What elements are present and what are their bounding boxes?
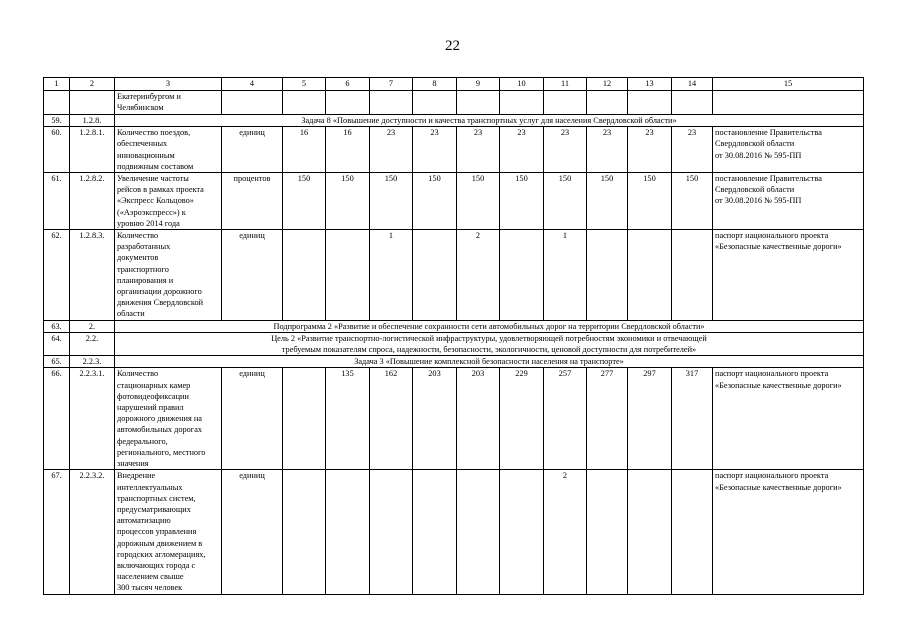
table-row [44,356,864,368]
section-title: Цель 2 «Развитие транспортно-логистической инфраструктуры, удовлетворяющей потребностям экономики и отвечающей требуемым показателям спроса, надежности, безопасности, экологичности, ценовой доступности для потребителей» [115,332,864,355]
table-row [44,320,864,332]
header-cell-6: 6 [326,78,370,91]
value-cell: 277 [587,368,628,470]
unit-cell: единиц [222,368,283,470]
header-cell-3: 3 [115,78,222,91]
row-number: 67. [44,470,70,594]
value-cell [628,470,672,594]
row-code: 2.2.3. [70,356,115,368]
header-cell-2: 2 [70,78,115,91]
value-cell: 23 [500,127,544,173]
value-cell: 203 [457,368,500,470]
value-cell [587,230,628,321]
row-code: 2. [70,320,115,332]
table-row [44,127,864,173]
empty-cell [544,91,587,115]
value-cell: 1 [544,230,587,321]
value-cell: 23 [457,127,500,173]
value-cell: 16 [326,127,370,173]
row-code: 1.2.8. [70,115,115,127]
value-cell [413,470,457,594]
row-number: 62. [44,230,70,321]
value-cell [326,470,370,594]
value-cell [628,230,672,321]
unit-cell: процентов [222,173,283,230]
header-cell-15: 15 [713,78,864,91]
value-cell: 150 [544,173,587,230]
value-cell: 16 [283,127,326,173]
value-cell: 1 [370,230,413,321]
row-code: 2.2. [70,332,115,355]
value-cell: 23 [544,127,587,173]
row-number: 64. [44,332,70,355]
row-number: 59. [44,115,70,127]
value-cell: 162 [370,368,413,470]
row-number-cell [44,91,70,115]
unit-cell: единиц [222,127,283,173]
value-cell: 150 [283,173,326,230]
table-row [44,332,864,355]
value-cell: 150 [672,173,713,230]
value-cell: 203 [413,368,457,470]
value-cell [370,470,413,594]
row-code-cell [70,91,115,115]
value-cell: 2 [544,470,587,594]
empty-cell [370,91,413,115]
value-cell [457,470,500,594]
value-cell [500,230,544,321]
header-cell-8: 8 [413,78,457,91]
header-cell-10: 10 [500,78,544,91]
header-cell-11: 11 [544,78,587,91]
row-code: 1.2.8.2. [70,173,115,230]
empty-cell [222,91,283,115]
indicator-name: Количество поездов, обеспеченных инновационным подвижным составом [115,127,222,173]
section-title: Задача 8 «Повышение доступности и качества транспортных услуг для населения Свердловской области» [115,115,864,127]
value-cell [672,470,713,594]
empty-cell [672,91,713,115]
header-cell-1: 1 [44,78,70,91]
indicator-name: Количество стационарных камер фотовидеофиксации нарушений правил дорожного движения на автомобильных дорогах федерального, регионального, местного значения [115,368,222,470]
empty-cell [283,91,326,115]
table-row [44,230,864,321]
source-cell: постановление Правительства Свердловской области от 30.08.2016 № 595-ПП [713,173,864,230]
row-number: 60. [44,127,70,173]
row-code: 2.2.3.2. [70,470,115,594]
source-cell: паспорт национального проекта «Безопасные качественные дороги» [713,470,864,594]
header-cell-14: 14 [672,78,713,91]
value-cell: 150 [326,173,370,230]
value-cell: 229 [500,368,544,470]
empty-cell [500,91,544,115]
source-cell: паспорт национального проекта «Безопасные качественные дороги» [713,230,864,321]
indicator-name: Екатеринбургом и Челябинском [115,91,222,115]
indicator-name: Количество разработанных документов транспортного планирования и организации дорожного движения Свердловской области [115,230,222,321]
header-cell-5: 5 [283,78,326,91]
value-cell: 23 [587,127,628,173]
row-code: 1.2.8.1. [70,127,115,173]
source-cell: паспорт национального проекта «Безопасные качественные дороги» [713,368,864,470]
table-row [44,115,864,127]
header-cell-9: 9 [457,78,500,91]
value-cell: 150 [370,173,413,230]
empty-cell [628,91,672,115]
value-cell [587,470,628,594]
value-cell: 135 [326,368,370,470]
value-cell [326,230,370,321]
value-cell: 2 [457,230,500,321]
table-row [44,368,864,470]
table-row [44,470,864,594]
row-code: 2.2.3.1. [70,368,115,470]
header-row [44,78,864,91]
value-cell [413,230,457,321]
unit-cell: единиц [222,470,283,594]
value-cell [283,470,326,594]
value-cell: 23 [370,127,413,173]
value-cell: 150 [500,173,544,230]
section-title: Задача 3 «Повышение комплексной безопасности населения на транспорте» [115,356,864,368]
value-cell: 297 [628,368,672,470]
indicator-name: Увеличение частоты рейсов в рамках проекта «Экспресс Кольцово» («Аэроэкспресс») к уровню 2014 года [115,173,222,230]
value-cell: 150 [628,173,672,230]
section-title: Подпрограмма 2 «Развитие и обеспечение сохранности сети автомобильных дорог на территории Свердловской области» [115,320,864,332]
header-cell-13: 13 [628,78,672,91]
empty-cell [587,91,628,115]
value-cell: 150 [413,173,457,230]
row-number: 61. [44,173,70,230]
value-cell [672,230,713,321]
value-cell [283,368,326,470]
table-row [44,173,864,230]
header-cell-7: 7 [370,78,413,91]
value-cell: 150 [457,173,500,230]
header-cell-4: 4 [222,78,283,91]
value-cell: 257 [544,368,587,470]
row-number: 66. [44,368,70,470]
row-number: 65. [44,356,70,368]
value-cell [500,470,544,594]
source-cell: постановление Правительства Свердловской области от 30.08.2016 № 595-ПП [713,127,864,173]
value-cell: 317 [672,368,713,470]
row-number: 63. [44,320,70,332]
unit-cell: единиц [222,230,283,321]
row-code: 1.2.8.3. [70,230,115,321]
value-cell: 150 [587,173,628,230]
header-cell-12: 12 [587,78,628,91]
empty-cell [413,91,457,115]
source-cell [713,91,864,115]
value-cell [283,230,326,321]
empty-cell [326,91,370,115]
page-number: 22 [445,38,460,54]
empty-cell [457,91,500,115]
value-cell: 23 [413,127,457,173]
value-cell: 23 [672,127,713,173]
table-row [44,91,864,115]
indicator-name: Внедрение интеллектуальных транспортных систем, предусматривающих автоматизацию процессов управления дорожным движением в городских агломерациях, включающих города с населением свыше 300 тысяч человек [115,470,222,594]
indicators-table [43,77,864,595]
value-cell: 23 [628,127,672,173]
